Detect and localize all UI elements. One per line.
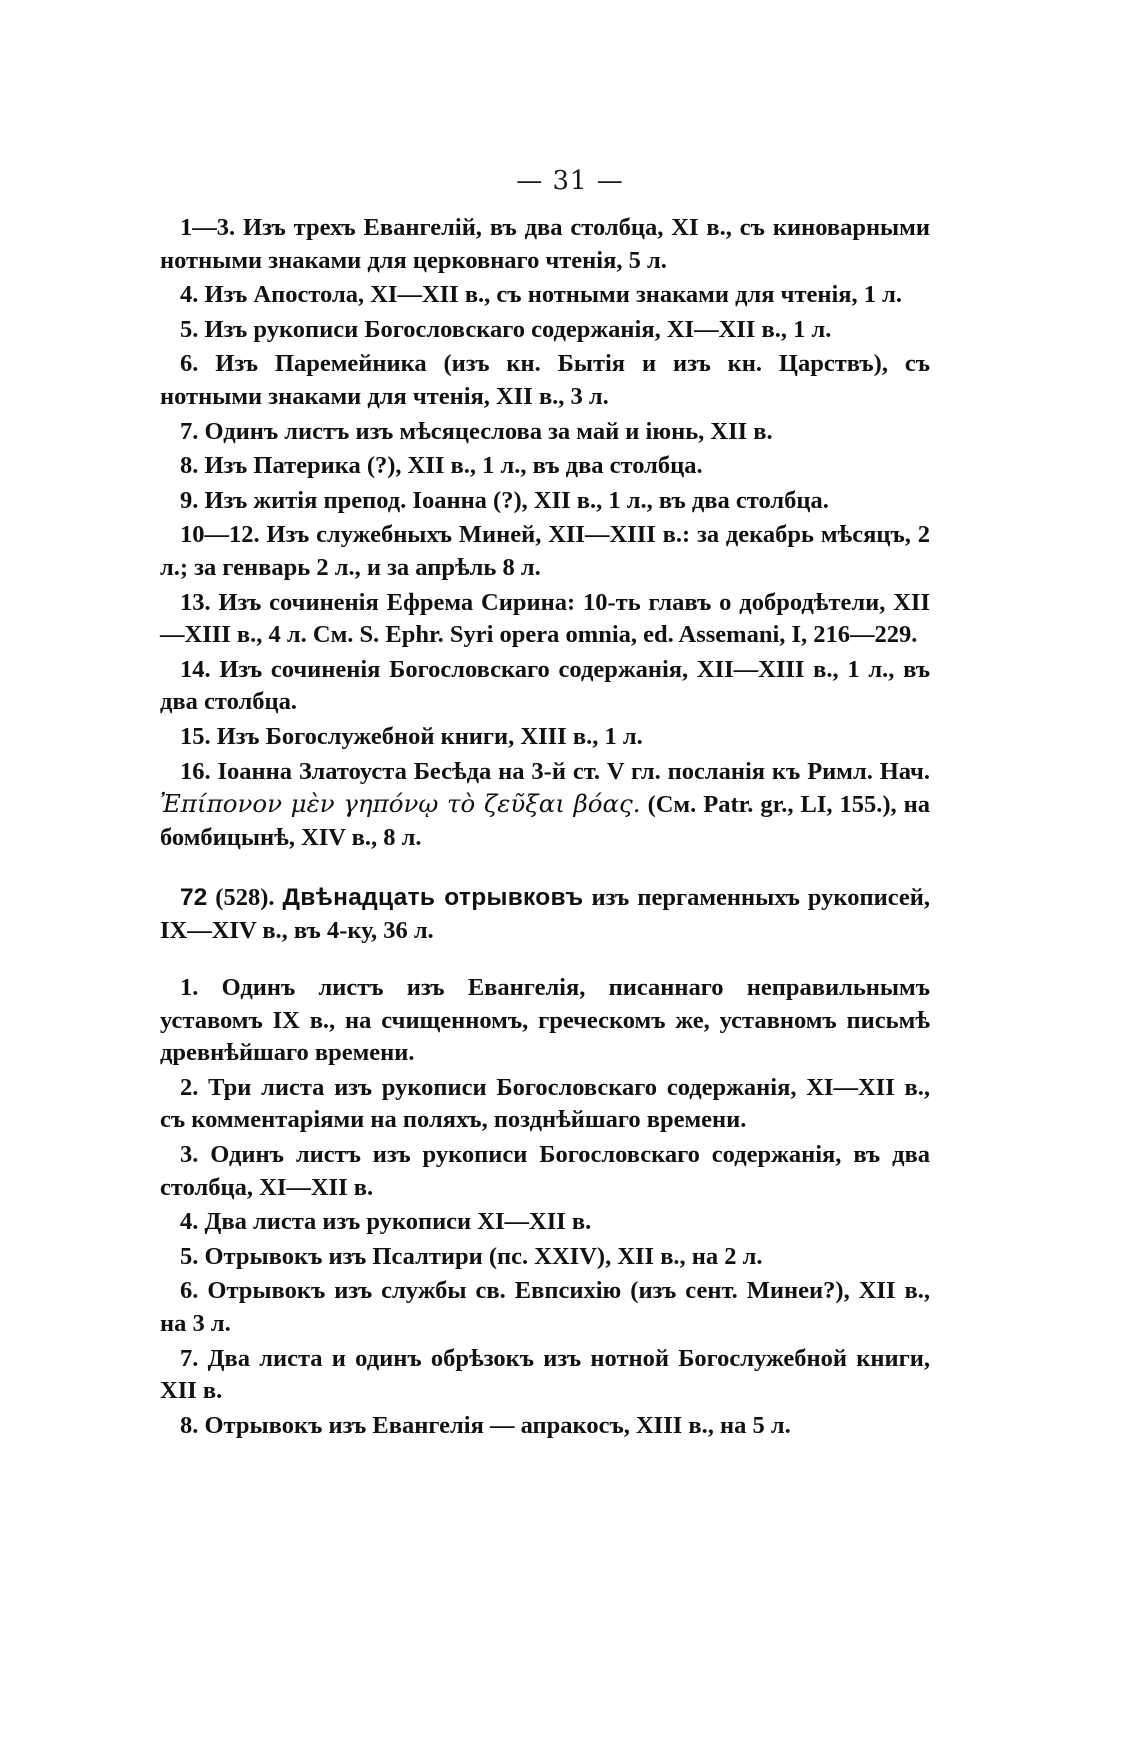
entry-16-greek-quote: Ἐπίπονον μὲν γηπόνῳ τὸ ζεῦξαι βόας. xyxy=(160,789,641,819)
entry-16 xyxy=(160,756,930,855)
fragment-2: 2. Три листа изъ рукописи Богословскаго содержанія, XI—XII в., съ комментаріями на поляхъ, позднѣйшаго времени. xyxy=(160,1073,930,1134)
fragment-8: 8. Отрывокъ изъ Евангелія — апракосъ, XIII в., на 5 л. xyxy=(180,1411,791,1439)
fragment-1: 1. Одинъ листъ изъ Евангелія, писаннаго неправильнымъ уставомъ IX в., на счищенномъ, греческомъ же, уставномъ письмѣ древнѣйшаго времени. xyxy=(160,973,930,1067)
entry-10-12: 10—12. Изъ служебныхъ Миней, XII—XIII в.: за декабрь мѣсяцъ, 2 л.; за генварь 2 л., и за апрѣль 8 л. xyxy=(160,521,930,581)
catalog-text xyxy=(160,212,930,1444)
entry-4: 4. Изъ Апостола, XI—XII в., съ нотными знаками для чтенія, 1 л. xyxy=(180,281,903,309)
section-old-number: (528). xyxy=(215,884,275,912)
entry-15: 15. Изъ Богослужебной книги, XIII в., 1 л. xyxy=(180,722,643,750)
fragment-6: 6. Отрывокъ изъ службы св. Евпсихію (изъ сент. Минеи?), XII в., на 3 л. xyxy=(160,1277,930,1337)
entry-5: 5. Изъ рукописи Богословскаго содержанія, XI—XII в., 1 л. xyxy=(180,315,832,343)
fragment-3: 3. Одинъ листъ изъ рукописи Богословскаго содержанія, въ два столбца, XI—XII в. xyxy=(160,1140,930,1201)
section-number: 72 xyxy=(180,884,208,912)
entry-16-prefix: 16. Іоанна Златоуста Бесѣда на 3-й ст. V гл. посланія къ Римл. Нач. xyxy=(180,757,930,785)
entry-6: 6. Изъ Паремейника (изъ кн. Бытія и изъ кн. Царствъ), съ нотными знаками для чтенія, XII в., 3 л. xyxy=(160,350,930,410)
section-72-heading xyxy=(160,882,930,947)
fragment-7: 7. Два листа и одинъ обрѣзокъ изъ нотной Богослужебной книги, XII в. xyxy=(160,1344,930,1405)
entry-7: 7. Одинъ листъ изъ мѣсяцеслова за май и іюнь, XII в. xyxy=(180,417,773,445)
entry-16-suffix: (См. Patr. gr., LI, 155.), на бомбицынѣ, XIV в., 8 л. xyxy=(160,791,930,851)
entry-9: 9. Изъ житія препод. Іоанна (?), XII в., 1 л., въ два столбца. xyxy=(180,486,829,514)
fragment-5: 5. Отрывокъ изъ Псалтири (пс. XXIV), XII в., на 2 л. xyxy=(180,1242,763,1270)
section-description: изъ пергаменныхъ рукописей, IX—XIV в., въ 4-ку, 36 л. xyxy=(160,884,930,944)
fragment-4: 4. Два листа изъ рукописи XI—XII в. xyxy=(180,1208,592,1236)
entry-14: 14. Изъ сочиненія Богословскаго содержанія, XII—XIII в., 1 л., въ два столбца. xyxy=(160,655,930,716)
entry-8: 8. Изъ Патерика (?), XII в., 1 л., въ два столбца. xyxy=(180,452,703,480)
entry-13: 13. Изъ сочиненія Ефрема Сирина: 10-ть главъ о добродѣтели, XII—XIII в., 4 л. См. S. Ephr. Syri opera omnia, ed. Assemani, I, 216—229. xyxy=(160,588,930,649)
entry-1-3: 1—3. Изъ трехъ Евангелій, въ два столбца, XI в., съ киноварными нотными знаками для церковнаго чтенія, 5 л. xyxy=(160,214,930,274)
section-title: Двѣнадцать отрывковъ xyxy=(282,884,584,912)
page-number: — 31 — xyxy=(516,166,624,196)
